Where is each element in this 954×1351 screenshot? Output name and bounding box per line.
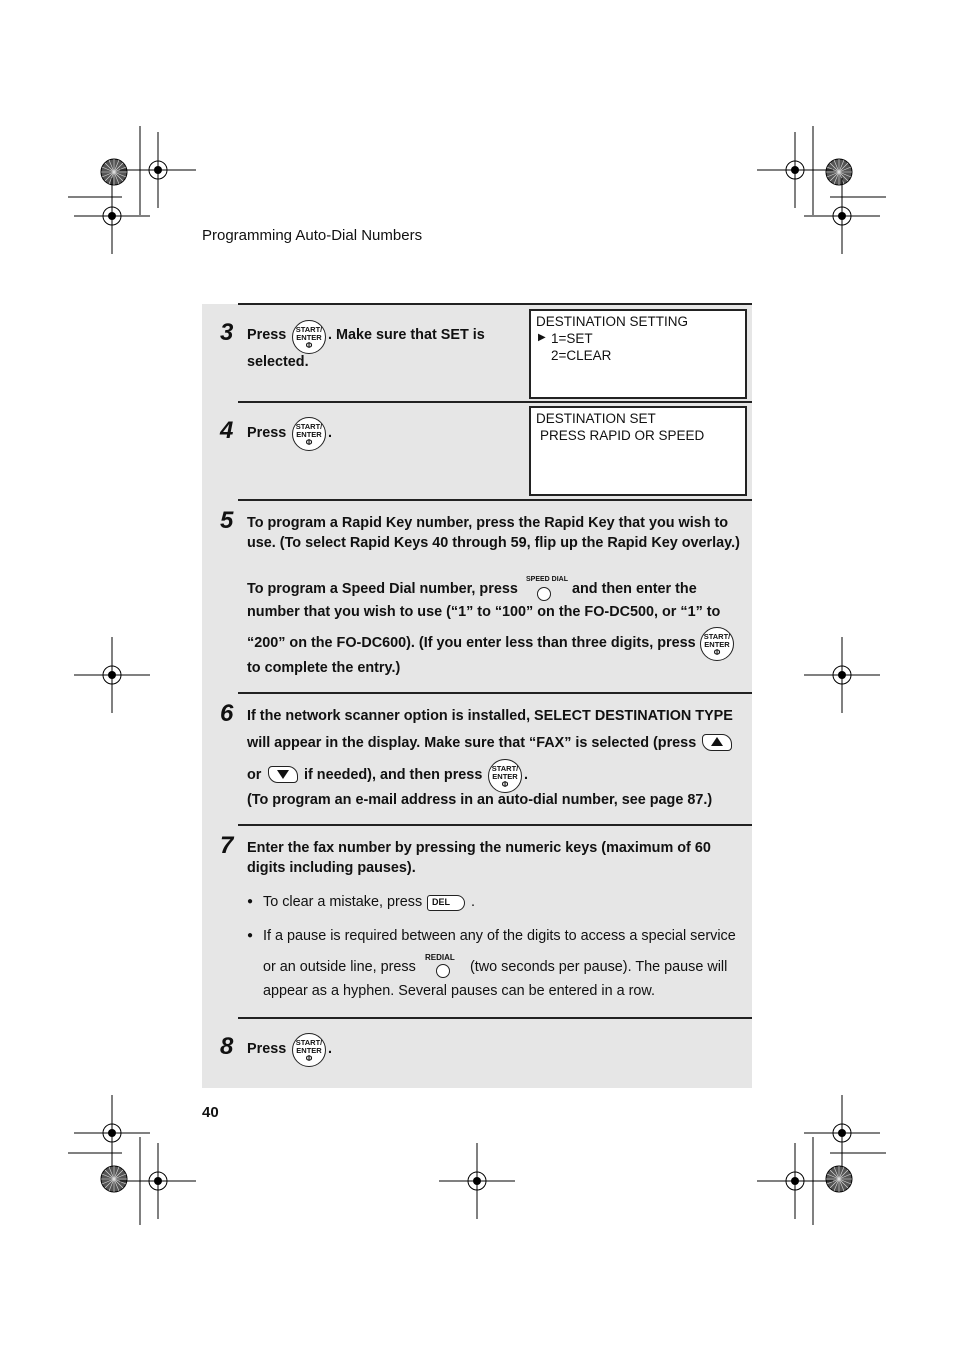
divider (238, 692, 752, 694)
step-text: use. (To select Rapid Keys 40 through 59, flip up the Rapid Key overlay.) (247, 535, 740, 551)
divider (238, 1017, 752, 1019)
step-text: . (328, 425, 332, 441)
lcd-line: DESTINATION SETTING (536, 314, 689, 329)
lcd-line: PRESS RAPID OR SPEED (540, 428, 705, 443)
step-text: . (328, 1041, 332, 1057)
step-text: . Make sure that SET is (328, 327, 485, 343)
page-number: 40 (202, 1104, 219, 1121)
bullet-text: If a pause is required between any of the digits to access a special service (263, 928, 736, 944)
bullet-text: (two seconds per pause). The pause will (470, 959, 728, 975)
step-number: 5 (220, 507, 234, 534)
divider (238, 824, 752, 826)
step-text: or (247, 767, 262, 783)
step-text: selected. (247, 354, 309, 370)
bullet-text: To clear a mistake, press (263, 894, 423, 910)
del-key-icon: DEL (427, 895, 465, 911)
up-arrow-key-icon (702, 734, 732, 751)
page-header: Programming Auto-Dial Numbers (202, 227, 423, 244)
step-text: will appear in the display. Make sure that “FAX” is selected (press (247, 735, 697, 751)
lcd-line: 1=SET (551, 331, 593, 346)
step-text: Press (247, 425, 287, 441)
step-text: . (524, 767, 528, 783)
step-number: 6 (220, 700, 234, 727)
step-text: number that you wish to use (“1” to “100” on the FO-DC500, or “1” to (247, 604, 721, 620)
step-text: Press (247, 1041, 287, 1057)
divider (238, 303, 752, 305)
bullet-text: appear as a hyphen. Several pauses can be entered in a row. (263, 983, 656, 999)
step-text: Press (247, 327, 287, 343)
step-text: digits including pauses). (247, 860, 416, 876)
step-number: 8 (220, 1033, 234, 1060)
bullet-icon: ● (247, 930, 254, 941)
start-enter-key-icon: START/ ENTER Φ (700, 627, 734, 661)
step-text: To program a Speed Dial number, press (247, 581, 518, 597)
step-text: To program a Rapid Key number, press the Rapid Key that you wish to (247, 515, 729, 531)
selection-arrow-icon: ▶ (538, 332, 546, 343)
bullet-text: or an outside line, press (263, 959, 416, 975)
start-enter-key-icon: START/ ENTER Φ (488, 759, 522, 793)
step-number: 3 (220, 319, 234, 346)
step-number: 4 (220, 417, 234, 444)
step-text: If the network scanner option is installed, SELECT DESTINATION TYPE (247, 708, 733, 724)
step-text: if needed), and then press (304, 767, 483, 783)
lcd-line: DESTINATION SET (536, 411, 656, 426)
step-text: Enter the fax number by pressing the numeric keys (maximum of 60 (247, 840, 711, 856)
bullet-icon: ● (247, 896, 254, 907)
lcd-display (529, 309, 747, 399)
step-number: 7 (220, 832, 234, 859)
step-text: “200” on the FO-DC600). (If you enter less than three digits, press (247, 635, 696, 651)
down-arrow-key-icon (268, 766, 298, 783)
start-enter-key-icon: START/ ENTER Φ (292, 320, 326, 354)
step-text: (To program an e-mail address in an auto-dial number, see page 87.) (247, 792, 713, 808)
lcd-line: 2=CLEAR (551, 348, 612, 363)
start-enter-key-icon: START/ ENTER Φ (292, 417, 326, 451)
divider (238, 401, 752, 403)
step-text: and then enter the (572, 581, 697, 597)
start-enter-key-icon: START/ ENTER Φ (292, 1033, 326, 1067)
divider (238, 499, 752, 501)
lcd-display (529, 406, 747, 496)
step-text: to complete the entry.) (247, 660, 401, 676)
bullet-text: . (471, 894, 475, 910)
